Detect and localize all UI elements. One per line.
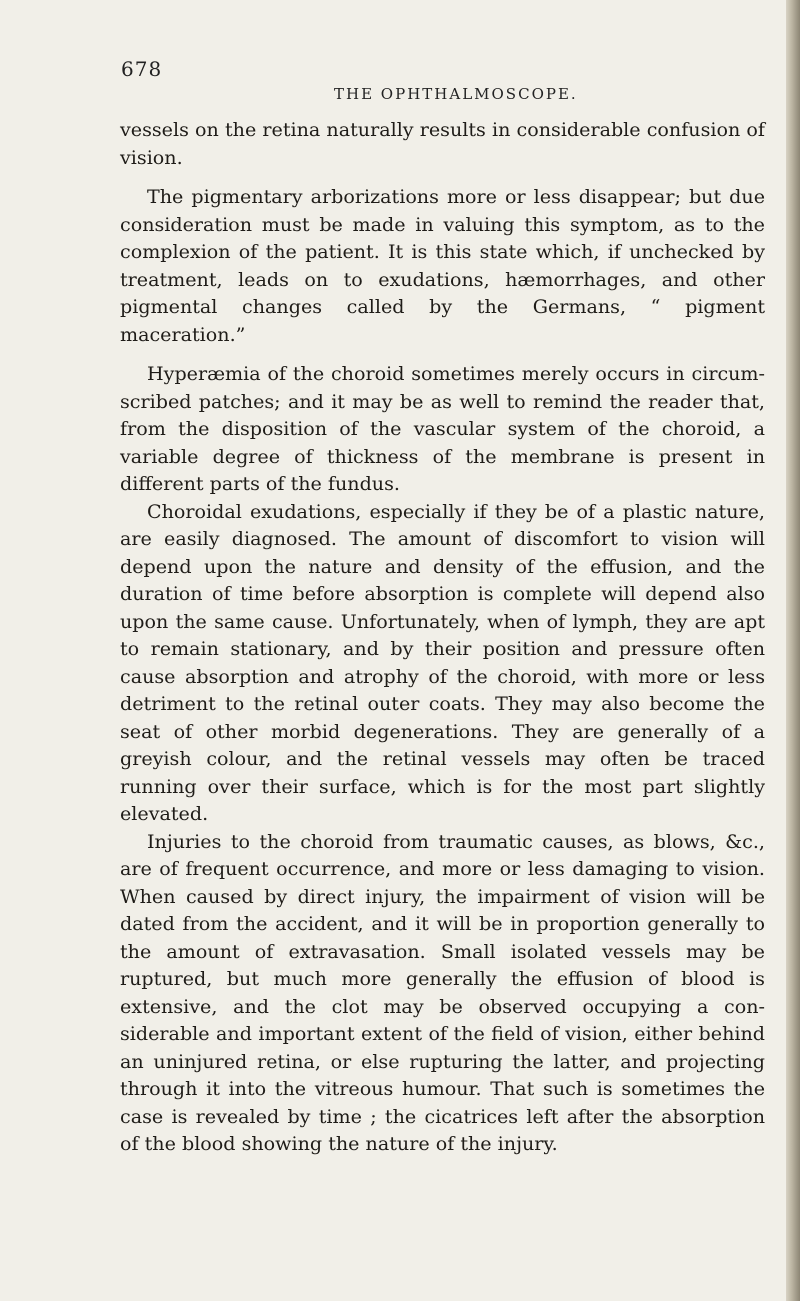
paragraph-continuation: vessels on the retina naturally results in considerable confusion of vision. (120, 118, 765, 169)
paragraph-choroidal-exudations: Choroidal exudations, especially if they be of a plastic nature, are easily diagnosed. The amount of discomfort to vision will depend upon the nature and density of the effusion, and the duration of time before absorption is complete will depend also upon the same cause. Unfortunately, when of lymph, they are apt to remain stationary, and by their position and pressure often cause absorption and atrophy of the choroid, with more or less detriment to the retinal outer coats. They may also become the seat of other morbid degenerations. They are generally of a greyish colour, and the retinal vessels may often be traced running over their surface, which is for the most part slightly elevated. (120, 499, 765, 825)
page-edge-shadow (786, 0, 800, 1301)
body-text (120, 116, 765, 1158)
paragraph-hyperaemia: Hyperæmia of the choroid sometimes merely occurs in circum-scribed patches; and it may be as well to remind the reader that, from the disposition of the vascular system of the choroid, a variable degree of thickness of the membrane is present in different parts of the fundus. (120, 362, 765, 495)
paragraph-pigmentary-arborizations: The pigmentary arborizations more or less disappear; but due consideration must be made in valuing this symptom, as to the complexion of the patient. It is this state which, if unchecked by treatment, leads on to exudations, hæmorrhages, and other pigmental changes called by the Germans, “ pigment maceration.” (120, 185, 765, 346)
running-head: THE OPHTHALMOSCOPE. (334, 85, 578, 103)
page-number: 678 (121, 57, 163, 81)
paragraph-injuries: Injuries to the choroid from traumatic causes, as blows, &c., are of frequent occurrence, and more or less damaging to vision. When caused by direct injury, the impairment of vision will be dated from the accident, and it will be in proportion generally to the amount of extravasation. Small isolated vessels may be ruptured, but much more generally the effusion of blood is extensive, and the clot may be observed occupying a con-siderable and important extent of the field of vision, either behind an uninjured retina, or else rupturing the latter, and projecting through it into the vitreous humour. That such is sometimes the case is revealed by time ; the cicatrices left after the absorption of the blood showing the nature of the injury. (120, 829, 765, 1155)
